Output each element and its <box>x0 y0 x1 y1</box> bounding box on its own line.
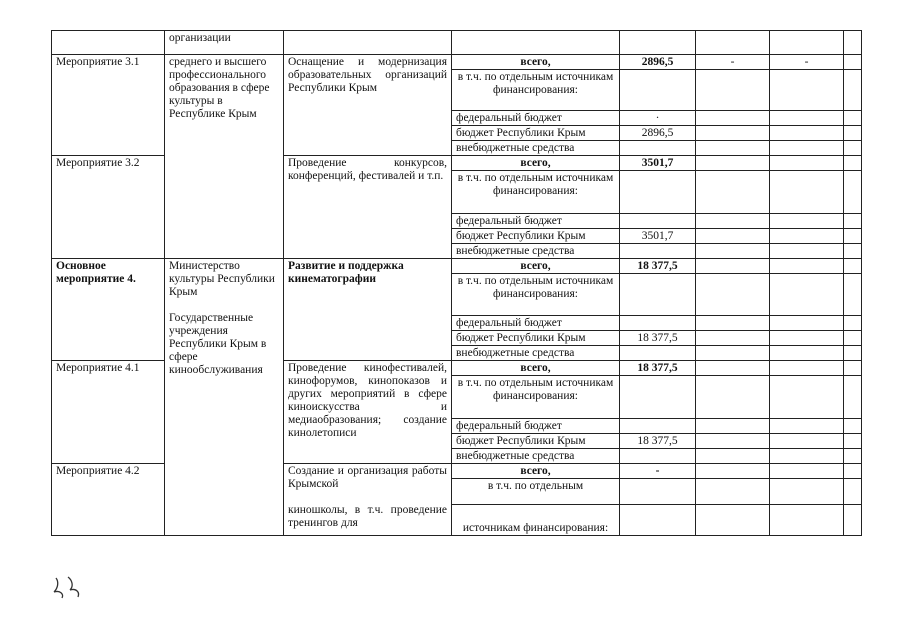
value-cell <box>696 274 770 316</box>
value-cell <box>770 434 844 449</box>
republic-budget-label: бюджет Республики Крым <box>452 434 620 449</box>
value-cell <box>844 479 862 505</box>
total-value: 2896,5 <box>620 55 696 70</box>
event-cell <box>52 31 165 55</box>
value-cell <box>696 376 770 419</box>
event-label: Основное мероприятие 4. <box>56 260 136 285</box>
republic-budget-value: 18 377,5 <box>620 331 696 346</box>
value-cell <box>844 346 862 361</box>
value-cell <box>844 331 862 346</box>
event-label: Мероприятие 4.1 <box>56 362 140 374</box>
value-cell <box>620 479 696 505</box>
value-cell <box>620 31 696 55</box>
total-value: 18 377,5 <box>620 259 696 274</box>
value-cell <box>696 331 770 346</box>
event-title: Проведение конкурсов, конференций, фестивалей и т.п. <box>288 157 447 182</box>
value-cell <box>696 434 770 449</box>
federal-budget-label: федеральный бюджет <box>452 419 620 434</box>
value-cell <box>770 464 844 479</box>
value-cell <box>620 316 696 331</box>
event-label-cell <box>52 55 165 156</box>
value-cell <box>696 259 770 274</box>
value-cell <box>770 316 844 331</box>
value-cell <box>696 31 770 55</box>
value-cell <box>770 479 844 505</box>
value-cell <box>844 111 862 126</box>
sources-label: в т.ч. по отдельным источникам финансирования: <box>452 376 620 419</box>
value-cell <box>770 259 844 274</box>
value-cell <box>770 31 844 55</box>
value-cell <box>696 316 770 331</box>
value-cell <box>844 376 862 419</box>
value-cell <box>844 316 862 331</box>
event-title-cell <box>284 361 452 464</box>
value-cell <box>844 31 862 55</box>
value-cell <box>770 376 844 419</box>
value-cell <box>770 111 844 126</box>
value-cell <box>696 171 770 214</box>
executor-cell <box>165 31 284 55</box>
value-cell <box>770 331 844 346</box>
value-cell <box>620 274 696 316</box>
value-cell <box>844 274 862 316</box>
value-cell <box>844 55 862 70</box>
value-cell <box>844 419 862 434</box>
table-row <box>52 55 862 70</box>
value-cell <box>844 156 862 171</box>
value-cell <box>620 244 696 259</box>
value-cell <box>696 214 770 229</box>
value-cell <box>844 361 862 376</box>
value-cell <box>770 126 844 141</box>
republic-budget-value: 3501,7 <box>620 229 696 244</box>
source-cell <box>452 31 620 55</box>
value-cell <box>770 346 844 361</box>
value-col5: - <box>696 55 770 70</box>
value-cell <box>770 419 844 434</box>
value-cell <box>844 229 862 244</box>
value-cell <box>844 126 862 141</box>
value-cell <box>844 434 862 449</box>
federal-budget-label: федеральный бюджет <box>452 316 620 331</box>
value-cell <box>620 449 696 464</box>
event-label-cell <box>52 259 165 361</box>
republic-budget-label: бюджет Республики Крым <box>452 331 620 346</box>
value-cell <box>620 346 696 361</box>
value-cell <box>696 449 770 464</box>
value-cell <box>696 505 770 536</box>
total-label: всего, <box>452 156 620 171</box>
value-cell <box>696 479 770 505</box>
value-cell <box>770 229 844 244</box>
value-cell <box>620 505 696 536</box>
extra-budget-label: внебюджетные средства <box>452 244 620 259</box>
value-cell <box>696 229 770 244</box>
value-cell <box>696 70 770 111</box>
value-cell <box>770 244 844 259</box>
event-label: Мероприятие 3.1 <box>56 56 140 68</box>
value-cell <box>770 449 844 464</box>
extra-budget-label: внебюджетные средства <box>452 449 620 464</box>
value-cell <box>770 361 844 376</box>
event-title-cell <box>284 259 452 361</box>
budget-table <box>51 30 862 536</box>
total-label: всего, <box>452 361 620 376</box>
value-cell <box>696 156 770 171</box>
federal-budget-label: федеральный бюджет <box>452 111 620 126</box>
executor-text: среднего и высшего профессионального образования в сфере культуры в Республике Крым <box>169 56 270 120</box>
event-title-cell <box>284 55 452 156</box>
total-value: - <box>620 464 696 479</box>
sources-label: в т.ч. по отдельным источникам финансирования: <box>452 171 620 214</box>
value-cell <box>696 126 770 141</box>
handwritten-page-number <box>50 574 84 600</box>
event-label-cell <box>52 361 165 464</box>
value-cell <box>696 361 770 376</box>
event-title: Оснащение и модернизация образовательных организаций Республики Крым <box>288 56 447 94</box>
sources-label: в т.ч. по отдельным источникам финансирования: <box>452 70 620 111</box>
total-label: всего, <box>452 464 620 479</box>
republic-budget-label: бюджет Республики Крым <box>452 126 620 141</box>
value-cell <box>770 141 844 156</box>
sources-label-part-2: источникам финансирования: <box>452 505 620 536</box>
executor-cell <box>165 259 284 536</box>
event-title-part-1: Создание и организация работы Крымской <box>288 465 447 490</box>
value-cell <box>696 346 770 361</box>
extra-budget-label: внебюджетные средства <box>452 141 620 156</box>
value-cell <box>696 419 770 434</box>
value-cell <box>770 214 844 229</box>
title-cell <box>284 31 452 55</box>
value-cell <box>620 70 696 111</box>
value-cell <box>844 244 862 259</box>
value-cell <box>770 171 844 214</box>
value-cell <box>844 464 862 479</box>
total-value: 18 377,5 <box>620 361 696 376</box>
event-label-cell <box>52 464 165 536</box>
value-cell <box>696 141 770 156</box>
event-label: Мероприятие 4.2 <box>56 465 140 477</box>
table-row <box>52 259 862 274</box>
executor-ministry: Министерство культуры Республики Крым <box>169 260 275 298</box>
event-title-part-2: киношколы, в т.ч. проведение тренингов для <box>288 504 447 529</box>
value-cell <box>696 244 770 259</box>
event-title: Развитие и поддержка кинематографии <box>288 260 404 285</box>
value-cell <box>620 214 696 229</box>
value-cell <box>696 464 770 479</box>
event-title-cell <box>284 156 452 259</box>
handwritten-mark-icon <box>50 574 84 600</box>
total-value: 3501,7 <box>620 156 696 171</box>
value-cell <box>620 171 696 214</box>
federal-budget-label: федеральный бюджет <box>452 214 620 229</box>
sources-label: в т.ч. по отдельным источникам финансирования: <box>452 274 620 316</box>
event-title: Проведение кинофестивалей, кинофорумов, кинопоказов и других мероприятий в сфере киноискусства и медиаобразования; создание кинолетописи <box>288 362 447 439</box>
value-cell <box>844 70 862 111</box>
value-cell <box>696 111 770 126</box>
republic-budget-value: 18 377,5 <box>620 434 696 449</box>
event-label: Мероприятие 3.2 <box>56 157 140 169</box>
executor-institutions: Государственные учреждения Республики Крым в сфере кинообслуживания <box>169 312 267 376</box>
executor-cell <box>165 55 284 259</box>
value-cell <box>844 141 862 156</box>
budget-table-page <box>51 30 861 550</box>
value-cell <box>844 214 862 229</box>
value-cell <box>770 505 844 536</box>
value-cell <box>844 505 862 536</box>
total-label: всего, <box>452 259 620 274</box>
event-label-cell <box>52 156 165 259</box>
value-cell <box>620 419 696 434</box>
executor-text: организации <box>169 32 231 44</box>
value-cell <box>620 376 696 419</box>
republic-budget-label: бюджет Республики Крым <box>452 229 620 244</box>
value-cell <box>844 449 862 464</box>
table-row <box>52 31 862 55</box>
value-col6: - <box>770 55 844 70</box>
federal-budget-value: · <box>620 111 696 126</box>
value-cell <box>770 156 844 171</box>
sources-label-part-1: в т.ч. по отдельным <box>452 479 620 505</box>
value-cell <box>770 274 844 316</box>
republic-budget-value: 2896,5 <box>620 126 696 141</box>
value-cell <box>770 70 844 111</box>
value-cell <box>844 171 862 214</box>
value-cell <box>844 259 862 274</box>
event-title-cell <box>284 464 452 536</box>
extra-budget-label: внебюджетные средства <box>452 346 620 361</box>
value-cell <box>620 141 696 156</box>
total-label: всего, <box>452 55 620 70</box>
